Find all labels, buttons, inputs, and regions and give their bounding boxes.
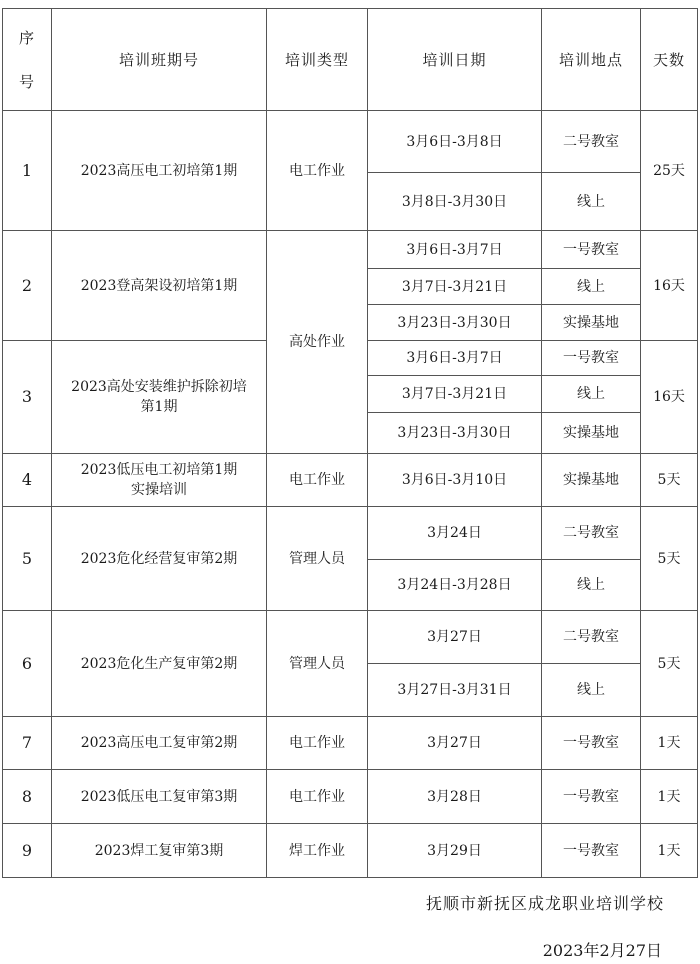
row-class-name: 2023危化生产复审第2期 xyxy=(52,611,267,717)
header-row xyxy=(3,9,698,111)
session-date: 3月27日 xyxy=(368,611,542,664)
session-location: 线上 xyxy=(542,560,641,611)
session-date: 3月27日-3月31日 xyxy=(368,664,542,717)
row-type: 管理人员 xyxy=(267,507,368,611)
session-location: 一号教室 xyxy=(542,717,641,770)
training-schedule-table xyxy=(2,8,698,878)
session-location: 一号教室 xyxy=(542,770,641,824)
row-class-name-line1: 2023低压电工初培第1期 xyxy=(80,462,238,478)
row-class-name xyxy=(52,454,267,507)
session-date: 3月8日-3月30日 xyxy=(368,173,542,231)
row-days: 1天 xyxy=(641,770,698,824)
table-row xyxy=(3,770,698,824)
row-class-name: 2023焊工复审第3期 xyxy=(52,824,267,878)
row-class-name xyxy=(52,341,267,454)
row-type: 高处作业 xyxy=(267,231,368,454)
session-date: 3月6日-3月7日 xyxy=(368,231,542,269)
session-date: 3月7日-3月21日 xyxy=(368,376,542,413)
table-row xyxy=(3,111,698,173)
row-days: 5天 xyxy=(641,611,698,717)
row-seq: 9 xyxy=(3,824,52,878)
session-location: 实操基地 xyxy=(542,413,641,454)
header-seq-char-2: 号 xyxy=(18,72,35,91)
session-location: 二号教室 xyxy=(542,611,641,664)
table-row xyxy=(3,454,698,507)
session-date: 3月27日 xyxy=(368,717,542,770)
row-type: 管理人员 xyxy=(267,611,368,717)
session-date: 3月23日-3月30日 xyxy=(368,413,542,454)
row-seq: 7 xyxy=(3,717,52,770)
session-date: 3月24日-3月28日 xyxy=(368,560,542,611)
row-seq: 1 xyxy=(3,111,52,231)
session-location: 线上 xyxy=(542,664,641,717)
header-days: 天数 xyxy=(641,9,698,111)
session-date: 3月28日 xyxy=(368,770,542,824)
table-row xyxy=(3,611,698,664)
row-days: 25天 xyxy=(641,111,698,231)
header-date: 培训日期 xyxy=(368,9,542,111)
session-date: 3月7日-3月21日 xyxy=(368,269,542,305)
row-seq: 2 xyxy=(3,231,52,341)
header-type: 培训类型 xyxy=(267,9,368,111)
session-location: 实操基地 xyxy=(542,305,641,341)
row-days: 1天 xyxy=(641,824,698,878)
table-row xyxy=(3,231,698,269)
session-location: 二号教室 xyxy=(542,507,641,560)
row-seq: 5 xyxy=(3,507,52,611)
row-class-name: 2023高压电工复审第2期 xyxy=(52,717,267,770)
table-row xyxy=(3,717,698,770)
footer-date: 2023年2月27日 xyxy=(542,941,662,960)
row-class-name: 2023登高架设初培第1期 xyxy=(52,231,267,341)
row-class-name: 2023危化经营复审第2期 xyxy=(52,507,267,611)
row-days: 16天 xyxy=(641,341,698,454)
session-date: 3月6日-3月7日 xyxy=(368,341,542,376)
session-location: 线上 xyxy=(542,376,641,413)
table-row xyxy=(3,824,698,878)
session-location: 一号教室 xyxy=(542,824,641,878)
header-seq-char-1: 序 xyxy=(18,28,35,47)
row-class-name-line2: 第1期 xyxy=(140,399,178,415)
row-type: 电工作业 xyxy=(267,454,368,507)
row-type: 电工作业 xyxy=(267,111,368,231)
header-seq xyxy=(3,9,52,111)
session-location: 线上 xyxy=(542,269,641,305)
row-class-name: 2023低压电工复审第3期 xyxy=(52,770,267,824)
session-location: 线上 xyxy=(542,173,641,231)
row-type: 电工作业 xyxy=(267,717,368,770)
session-date: 3月24日 xyxy=(368,507,542,560)
row-type: 焊工作业 xyxy=(267,824,368,878)
row-days: 5天 xyxy=(641,507,698,611)
session-date: 3月23日-3月30日 xyxy=(368,305,542,341)
footer-organization: 抚顺市新抚区成龙职业培训学校 xyxy=(425,894,664,913)
header-class-name: 培训班期号 xyxy=(52,9,267,111)
row-seq: 4 xyxy=(3,454,52,507)
row-seq: 6 xyxy=(3,611,52,717)
table-row xyxy=(3,507,698,560)
row-type: 电工作业 xyxy=(267,770,368,824)
row-class-name-line2: 实操培训 xyxy=(131,482,187,498)
row-days: 5天 xyxy=(641,454,698,507)
session-location: 二号教室 xyxy=(542,111,641,173)
session-date: 3月6日-3月8日 xyxy=(368,111,542,173)
row-class-name: 2023高压电工初培第1期 xyxy=(52,111,267,231)
session-date: 3月6日-3月10日 xyxy=(368,454,542,507)
session-location: 一号教室 xyxy=(542,341,641,376)
row-seq: 8 xyxy=(3,770,52,824)
session-date: 3月29日 xyxy=(368,824,542,878)
row-class-name-line1: 2023高处安装维护拆除初培 xyxy=(71,379,247,395)
row-seq: 3 xyxy=(3,341,52,454)
session-location: 一号教室 xyxy=(542,231,641,269)
row-days: 1天 xyxy=(641,717,698,770)
session-location: 实操基地 xyxy=(542,454,641,507)
header-location: 培训地点 xyxy=(542,9,641,111)
row-days: 16天 xyxy=(641,231,698,341)
